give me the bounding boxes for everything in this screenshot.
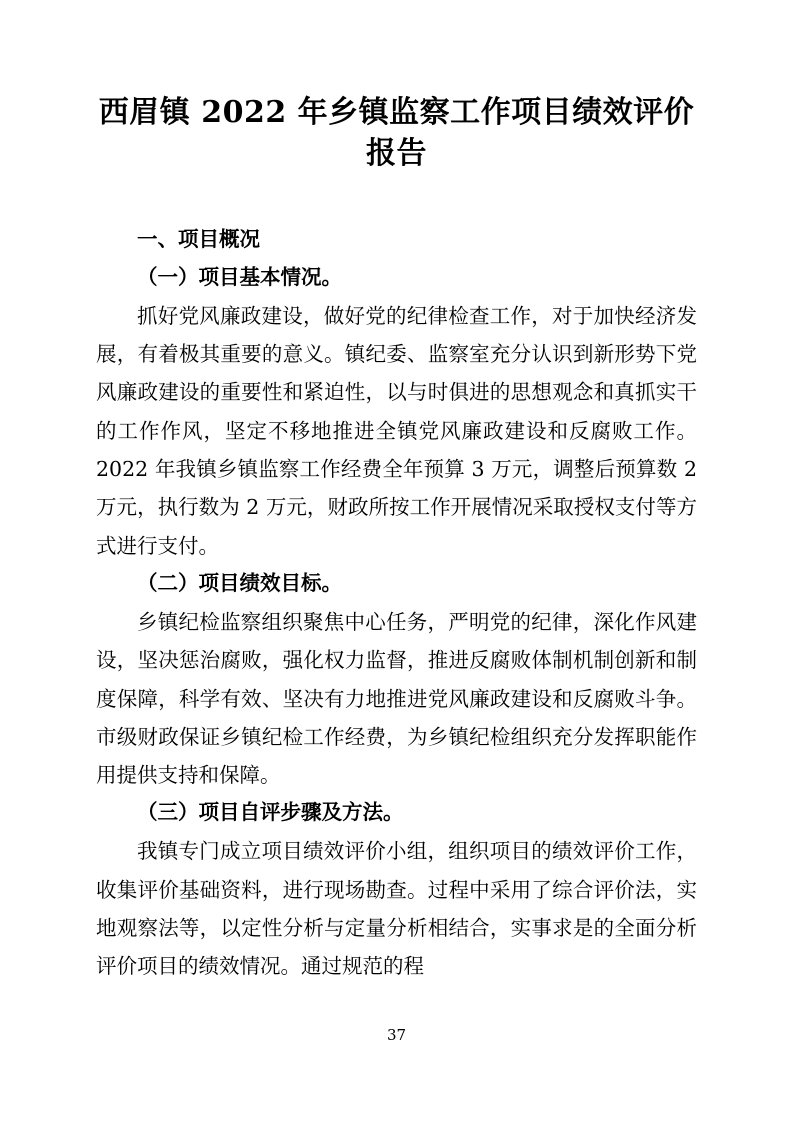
paragraph-performance-goal: 乡镇纪检监察组织聚焦中心任务，严明党的纪律，深化作风建设，坚决惩治腐败，强化权力监督，推进反腐败体制机制创新和制度保障，科学有效、坚决有力地推进党风廉政建设和反腐败斗争。市级财政保证乡镇纪检工作经费，为乡镇纪检组织充分发挥职能作用提供支持和保障。: [96, 609, 697, 788]
page-number: 37: [386, 1026, 407, 1044]
page-title: [96, 78, 697, 175]
page-title-line-2: 报告: [366, 136, 427, 172]
paragraph-basic-info: 抓好党风廉政建设，做好党的纪律检查工作，对于加快经济发展，有着极其重要的意义。镇纪委、监察室充分认识到新形势下党风廉政建设的重要性和紧迫性，以与时俱进的思想观念和真抓实干的工作作风，坚定不移地推进全镇党风廉政建设和反腐败工作。2022 年我镇乡镇监察工作经费全年预算 3 万元，调整后预算数 2 万元，执行数为 2 万元，财政所按工作开展情况采取授权支付等方式进行支付。: [96, 303, 697, 558]
paragraph-self-eval-method: 我镇专门成立项目绩效评价小组，组织项目的绩效评价工作，收集评价基础资料，进行现场勘查。过程中采用了综合评价法，实地观察法等，以定性分析与定量分析相结合，实事求是的全面分析评价项目的绩效情况。通过规范的程: [96, 839, 697, 979]
page-title-line-1: 西眉镇 2022 年乡镇监察工作项目绩效评价: [98, 95, 695, 130]
title-spacer: [96, 175, 697, 221]
subsection-heading-performance-goal: （二）项目绩效目标。: [137, 570, 342, 595]
section-heading-overview: 一、项目概况: [137, 226, 260, 251]
subsection-heading-basic-info: （一）项目基本情况。: [137, 264, 342, 289]
subsection-heading-self-eval-method: （三）项目自评步骤及方法。: [137, 800, 404, 825]
document-body: [96, 221, 697, 986]
